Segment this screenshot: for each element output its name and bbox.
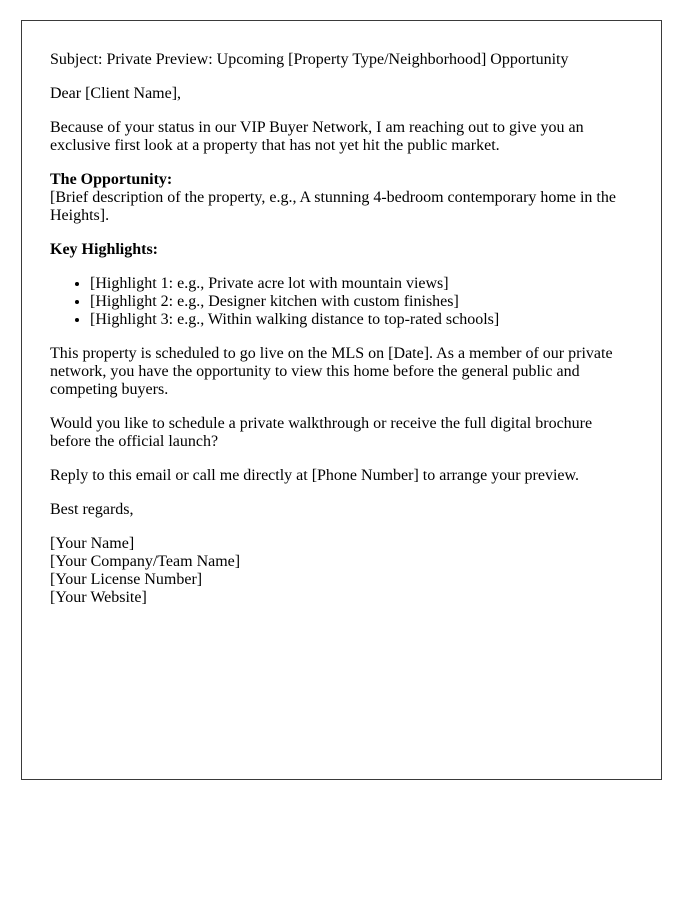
highlight-item-2: • [Highlight 2: e.g., Designer kitchen with custom finishes] — [90, 293, 633, 311]
subject-line: Subject: Private Preview: Upcoming [Property Type/Neighborhood] Opportunity — [50, 51, 569, 68]
highlights-list — [50, 275, 633, 329]
highlight-item-3: • [Highlight 3: e.g., Within walking distance to top-rated schools] — [90, 311, 633, 329]
signature-name: [Your Name] — [50, 535, 135, 552]
opportunity-section — [50, 171, 633, 225]
signature-company: [Your Company/Team Name] — [50, 553, 241, 570]
greeting: Dear [Client Name], — [50, 85, 182, 102]
signature-block — [50, 535, 633, 607]
intro-paragraph: Because of your status in our VIP Buyer Network, I am reaching out to give you an exclusive first look at a property that has not yet hit the public market. — [50, 119, 584, 154]
highlights-heading-paragraph — [50, 241, 633, 259]
highlights-heading: Key Highlights: — [50, 241, 159, 258]
reply-instruction-paragraph: Reply to this email or call me directly at [Phone Number] to arrange your preview. — [50, 467, 580, 484]
email-template-card — [21, 20, 662, 780]
highlight-item-1: • [Highlight 1: e.g., Private acre lot with mountain views] — [90, 275, 633, 293]
opportunity-heading: The Opportunity: — [50, 171, 173, 188]
walkthrough-question-paragraph: Would you like to schedule a private walkthrough or receive the full digital brochure before the official launch? — [50, 415, 593, 450]
closing: Best regards, — [50, 501, 134, 518]
signature-website: [Your Website] — [50, 589, 147, 606]
signature-license: [Your License Number] — [50, 571, 203, 588]
mls-notice-paragraph: This property is scheduled to go live on the MLS on [Date]. As a member of our private network, you have the opportunity to view this home before the general public and competing buyers. — [50, 345, 613, 398]
opportunity-body: [Brief description of the property, e.g., A stunning 4-bedroom contemporary home in the Heights]. — [50, 189, 616, 224]
